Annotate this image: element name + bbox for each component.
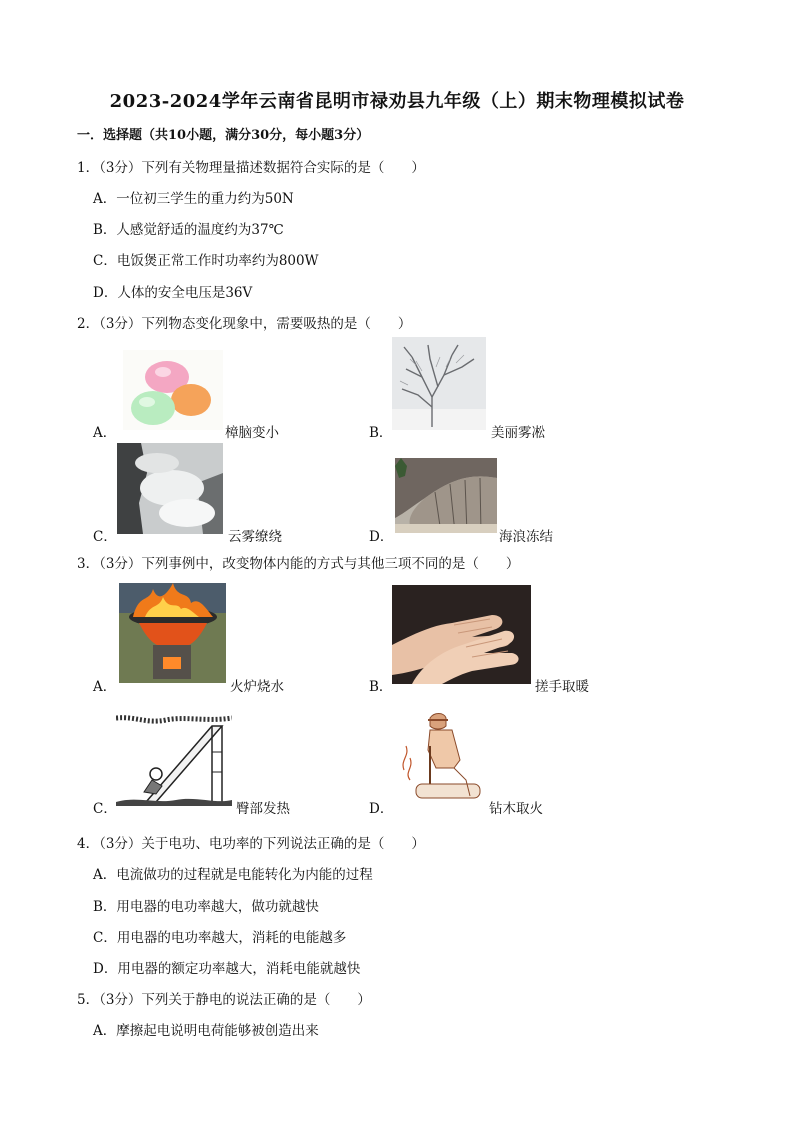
question-2-option-d-caption: 海浪冻结 — [499, 529, 553, 545]
slide-drawing — [116, 712, 232, 806]
question-1-option-d: D．人体的安全电压是36V — [93, 285, 253, 301]
question-3-option-d-caption: 钻木取火 — [489, 801, 543, 817]
question-3-option-d-letter: D． — [369, 801, 394, 817]
question-1-option-a: A．一位初三学生的重力约为50N — [93, 191, 294, 207]
question-2-option-c-letter: C． — [93, 529, 117, 545]
question-5-option-a: A．摩擦起电说明电荷能够被创造出来 — [93, 1023, 319, 1039]
question-3-stem: 3．（3分）下列事例中，改变物体内能的方式与其他三项不同的是（ ） — [77, 556, 520, 572]
question-1-option-c: C．电饭煲正常工作时功率约为800W — [93, 253, 319, 269]
question-3-option-a-caption: 火炉烧水 — [230, 679, 284, 695]
question-3-option-c-letter: C． — [93, 801, 117, 817]
question-1-option-b: B．人感觉舒适的温度约为37℃ — [93, 222, 284, 238]
camphor-balls-photo — [123, 350, 223, 430]
question-2-option-c-caption: 云雾缭绕 — [228, 529, 282, 545]
section-heading: 一．选择题（共10小题，满分30分，每小题3分） — [77, 128, 370, 143]
question-2-option-b-letter: B． — [369, 425, 393, 441]
question-3-option-b-caption: 搓手取暖 — [535, 679, 589, 695]
question-3-option-a-letter: A． — [93, 679, 117, 695]
question-3-option-b-letter: B． — [369, 679, 393, 695]
question-4-option-b: B．用电器的电功率越大，做功就越快 — [93, 899, 319, 915]
question-5-stem: 5．（3分）下列关于静电的说法正确的是（ ） — [77, 992, 371, 1008]
question-3-option-c-caption: 臀部发热 — [236, 801, 290, 817]
page-title: 2023-2024学年云南省昆明市禄劝县九年级（上）期末物理模拟试卷 — [109, 91, 685, 112]
stove-fire-photo — [119, 583, 226, 683]
cloud-mist-photo — [117, 443, 223, 534]
question-4-option-a: A．电流做功的过程就是电能转化为内能的过程 — [93, 867, 373, 883]
question-1-stem: 1．（3分）下列有关物理量描述数据符合实际的是（ ） — [77, 160, 425, 176]
rime-tree-photo — [392, 337, 486, 430]
question-4-stem: 4．（3分）关于电功、电功率的下列说法正确的是（ ） — [77, 836, 425, 852]
drill-fire-drawing — [400, 710, 486, 806]
question-2-option-b-caption: 美丽雾凇 — [491, 425, 545, 441]
question-4-option-d: D．用电器的额定功率越大，消耗电能就越快 — [93, 961, 361, 977]
question-2-option-a-caption: 樟脑变小 — [225, 425, 279, 441]
question-4-option-c: C．用电器的电功率越大，消耗的电能越多 — [93, 930, 347, 946]
question-2-stem: 2．（3分）下列物态变化现象中，需要吸热的是（ ） — [77, 316, 412, 332]
question-2-option-d-letter: D． — [369, 529, 394, 545]
question-2-option-a-letter: A． — [93, 425, 117, 441]
rubbing-hands-photo — [392, 585, 531, 684]
wave-rock-photo — [395, 458, 497, 533]
